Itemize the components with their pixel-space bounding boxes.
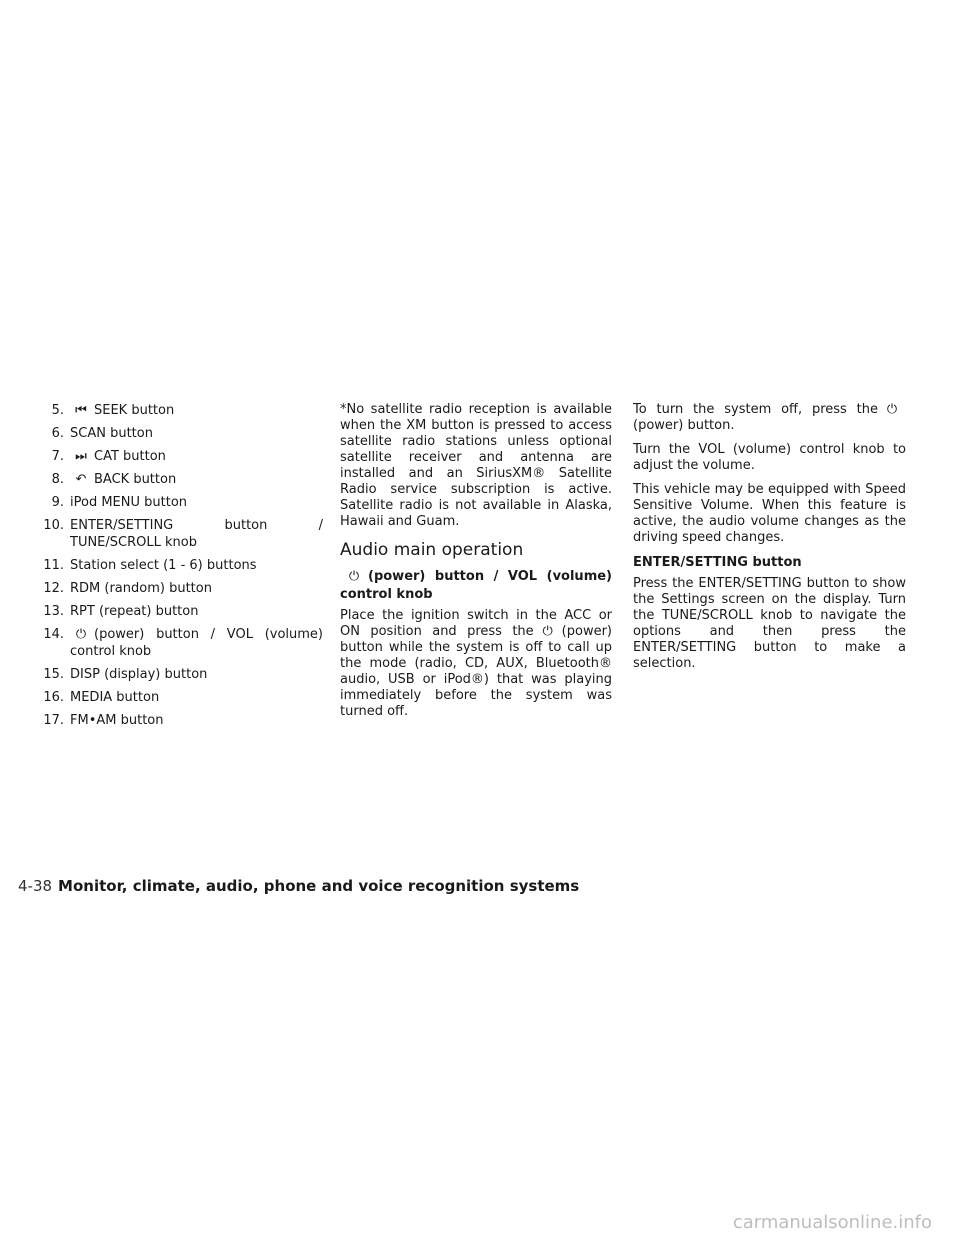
seek-back-icon: ⏮ (75, 403, 87, 418)
list-item: 10. ENTER/SETTING button / TUNE/SCROLL knob (43, 518, 323, 550)
control-list (18, 402, 323, 735)
seek-forward-icon: ⏭ (75, 449, 87, 464)
list-item: 8. ↶ BACK button (51, 472, 177, 487)
list-item: 9. iPod MENU button (51, 495, 188, 510)
power-icon: ⏻ (886, 402, 898, 417)
audio-operation-column (340, 402, 612, 728)
chapter-title: Monitor, climate, audio, phone and voice recognition systems (58, 877, 580, 895)
list-item: 6. SCAN button (51, 426, 153, 441)
list-item: 7. ⏭ CAT button (51, 449, 166, 464)
list-item: 13. RPT (repeat) button (43, 604, 199, 619)
page-footer (18, 876, 579, 896)
power-icon: ⏻ (348, 569, 360, 584)
enter-setting-subheading: ENTER/SETTING button (633, 555, 802, 570)
volume-column (633, 402, 906, 680)
power-paragraph: Place the ignition switch in the ACC or ON position and press the ⏻ (power) button while the system is off to call up the mode (radio, CD, AUX, Bluetooth® audio, USB or iPod®) that was playing immediately before the system was turned off. (340, 608, 612, 719)
power-subheading: ⏻ (power) button / VOL (volume) control knob (340, 569, 612, 602)
volume-paragraph: Turn the VOL (volume) control knob to adjust the volume. (633, 442, 906, 473)
list-item: 16. MEDIA button (43, 690, 160, 705)
speed-volume-paragraph: This vehicle may be equipped with Speed Sensitive Volume. When this feature is active, the audio volume changes as the driving speed changes. (633, 482, 906, 545)
enter-setting-paragraph: Press the ENTER/SETTING button to show the Settings screen on the display. Turn the TUNE/SCROLL knob to navigate the options and then press the ENTER/SETTING button to make a selection. (633, 576, 906, 671)
satellite-note: *No satellite radio reception is available when the XM button is pressed to access satellite radio stations unless optional satellite receiver and antenna are installed and an SiriusXM® Satellite Radio service subscription is active. Satellite radio is not available in Alaska, Hawaii and Guam. (340, 402, 612, 529)
list-item: 17. FM•AM button (43, 713, 164, 728)
section-heading: Audio main operation (340, 540, 524, 560)
list-item: 12. RDM (random) button (43, 581, 212, 596)
power-off-paragraph: To turn the system off, press the ⏻(power) button. (633, 402, 906, 434)
list-item: 11. Station select (1 - 6) buttons (43, 558, 257, 573)
power-icon: ⏻ (542, 624, 553, 639)
page-number: 4-38 (18, 877, 53, 895)
list-item: 15. DISP (display) button (43, 667, 208, 682)
watermark: carmanualsonline.info (732, 1212, 932, 1233)
back-arrow-icon: ↶ (75, 472, 87, 487)
power-icon: ⏻ (75, 627, 87, 642)
list-item: 14. ⏻ (power) button / VOL (volume) control knob (43, 627, 323, 659)
list-item: 5. ⏮ SEEK button (51, 403, 175, 418)
